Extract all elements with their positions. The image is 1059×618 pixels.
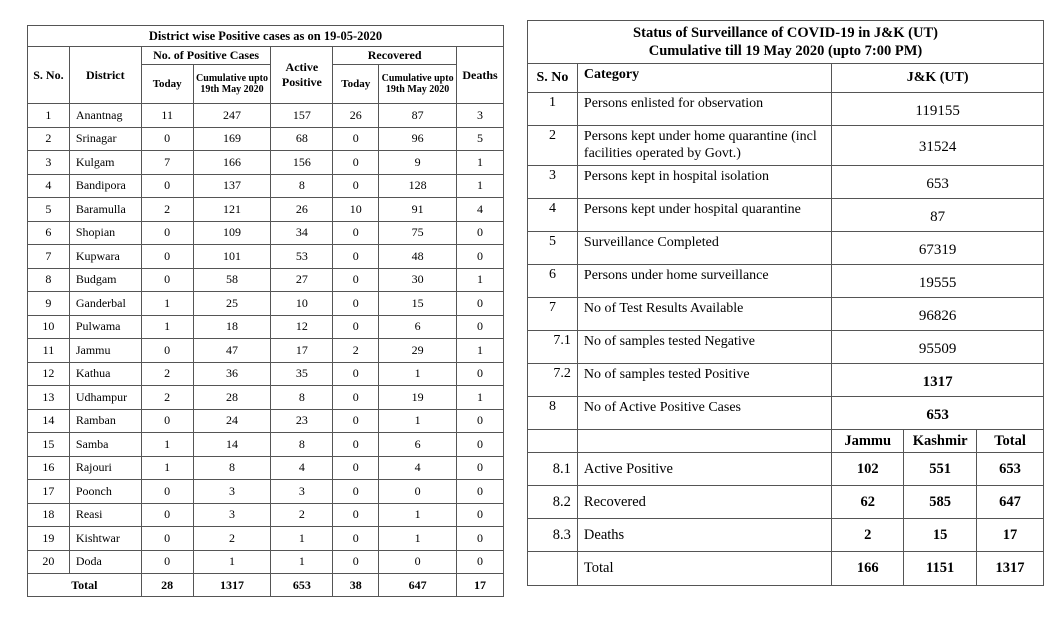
row-cumulative: 25 bbox=[193, 292, 271, 316]
district-table-title: District wise Positive cases as on 19-05-2020 bbox=[28, 26, 504, 47]
row-jammu: 2 bbox=[832, 519, 904, 552]
table-row bbox=[528, 166, 1044, 199]
row-today: 0 bbox=[141, 550, 193, 574]
row-cumulative: 8 bbox=[193, 456, 271, 480]
row-recovered-cumulative: 48 bbox=[379, 245, 457, 269]
table-row bbox=[528, 552, 1044, 586]
row-active: 3 bbox=[271, 480, 333, 504]
row-jammu: 166 bbox=[832, 552, 904, 586]
row-recovered-cumulative: 4 bbox=[379, 456, 457, 480]
row-district: Pulwama bbox=[69, 315, 141, 339]
row-sno: 5 bbox=[28, 198, 70, 222]
row-cumulative: 121 bbox=[193, 198, 271, 222]
row-category: Persons enlisted for observation bbox=[577, 93, 831, 126]
row-value: 653 bbox=[832, 166, 1044, 199]
row-deaths: 0 bbox=[457, 362, 504, 386]
table-row bbox=[28, 527, 504, 551]
total-active: 653 bbox=[271, 574, 333, 597]
table-row bbox=[28, 503, 504, 527]
row-sno: 17 bbox=[28, 480, 70, 504]
row-today: 11 bbox=[141, 104, 193, 128]
row-sno: 8.1 bbox=[528, 453, 578, 486]
row-cumulative: 1 bbox=[193, 550, 271, 574]
row-sno: 13 bbox=[28, 386, 70, 410]
table-row bbox=[28, 221, 504, 245]
row-value: 1317 bbox=[832, 364, 1044, 397]
row-deaths: 1 bbox=[457, 386, 504, 410]
row-sno: 7.1 bbox=[528, 331, 578, 364]
row-recovered-cumulative: 1 bbox=[379, 409, 457, 433]
table-row bbox=[28, 409, 504, 433]
row-category: Persons kept in hospital isolation bbox=[577, 166, 831, 199]
row-category: No of samples tested Positive bbox=[577, 364, 831, 397]
row-category: Recovered bbox=[577, 486, 831, 519]
table-row bbox=[528, 486, 1044, 519]
row-recovered-today: 10 bbox=[333, 198, 379, 222]
row-recovered-cumulative: 128 bbox=[379, 174, 457, 198]
row-today: 1 bbox=[141, 315, 193, 339]
row-today: 0 bbox=[141, 409, 193, 433]
row-category: No of Test Results Available bbox=[577, 298, 831, 331]
header-sno: S. No bbox=[528, 64, 578, 93]
row-recovered-today: 0 bbox=[333, 433, 379, 457]
row-today: 7 bbox=[141, 151, 193, 175]
row-value: 95509 bbox=[832, 331, 1044, 364]
row-recovered-cumulative: 91 bbox=[379, 198, 457, 222]
row-cumulative: 137 bbox=[193, 174, 271, 198]
row-active: 1 bbox=[271, 550, 333, 574]
row-deaths: 0 bbox=[457, 292, 504, 316]
row-today: 1 bbox=[141, 456, 193, 480]
row-total: 653 bbox=[977, 453, 1044, 486]
header-total: Total bbox=[977, 430, 1044, 453]
table-row bbox=[28, 315, 504, 339]
header-category: Category bbox=[577, 64, 831, 93]
table-row bbox=[528, 397, 1044, 430]
row-recovered-cumulative: 0 bbox=[379, 480, 457, 504]
row-deaths: 0 bbox=[457, 503, 504, 527]
header-recovered-cumulative: Cumulative upto 19th May 2020 bbox=[379, 65, 457, 104]
row-deaths: 0 bbox=[457, 550, 504, 574]
row-active: 1 bbox=[271, 527, 333, 551]
row-district: Kathua bbox=[69, 362, 141, 386]
header-active: Active Positive bbox=[271, 47, 333, 104]
table-row bbox=[528, 126, 1044, 166]
row-recovered-today: 0 bbox=[333, 550, 379, 574]
row-cumulative: 14 bbox=[193, 433, 271, 457]
district-table-body bbox=[28, 104, 504, 574]
table-row bbox=[28, 456, 504, 480]
row-sno: 19 bbox=[28, 527, 70, 551]
total-recovered-today: 38 bbox=[333, 574, 379, 597]
header-positive-group: No. of Positive Cases bbox=[141, 47, 271, 65]
header-recovered-group: Recovered bbox=[333, 47, 457, 65]
row-district: Bandipora bbox=[69, 174, 141, 198]
row-sno: 15 bbox=[28, 433, 70, 457]
row-recovered-today: 26 bbox=[333, 104, 379, 128]
row-sno: 1 bbox=[528, 93, 578, 126]
district-cases-table bbox=[27, 25, 504, 597]
row-active: 27 bbox=[271, 268, 333, 292]
row-district: Poonch bbox=[69, 480, 141, 504]
header-cumulative: Cumulative upto 19th May 2020 bbox=[193, 65, 271, 104]
row-district: Rajouri bbox=[69, 456, 141, 480]
row-sno bbox=[528, 552, 578, 586]
row-total: 1317 bbox=[977, 552, 1044, 586]
row-deaths: 0 bbox=[457, 315, 504, 339]
row-recovered-cumulative: 6 bbox=[379, 315, 457, 339]
row-deaths: 1 bbox=[457, 339, 504, 363]
row-district: Ramban bbox=[69, 409, 141, 433]
row-recovered-today: 0 bbox=[333, 386, 379, 410]
row-category: Total bbox=[577, 552, 831, 586]
table-row bbox=[28, 127, 504, 151]
surveillance-title-line2: Cumulative till 19 May 2020 (upto 7:00 PM) bbox=[648, 43, 923, 59]
total-row bbox=[28, 574, 504, 597]
row-category: Deaths bbox=[577, 519, 831, 552]
surveillance-table-body bbox=[528, 93, 1044, 430]
table-row bbox=[28, 292, 504, 316]
row-sno: 16 bbox=[28, 456, 70, 480]
row-recovered-today: 0 bbox=[333, 362, 379, 386]
row-recovered-cumulative: 30 bbox=[379, 268, 457, 292]
table-row bbox=[28, 386, 504, 410]
table-row bbox=[28, 362, 504, 386]
row-value: 87 bbox=[832, 199, 1044, 232]
row-deaths: 0 bbox=[457, 480, 504, 504]
row-district: Doda bbox=[69, 550, 141, 574]
row-recovered-today: 2 bbox=[333, 339, 379, 363]
row-cumulative: 3 bbox=[193, 480, 271, 504]
row-cumulative: 169 bbox=[193, 127, 271, 151]
row-recovered-cumulative: 0 bbox=[379, 550, 457, 574]
row-kashmir: 1151 bbox=[904, 552, 977, 586]
row-deaths: 1 bbox=[457, 174, 504, 198]
table-row bbox=[528, 199, 1044, 232]
row-recovered-today: 0 bbox=[333, 127, 379, 151]
row-recovered-cumulative: 87 bbox=[379, 104, 457, 128]
row-recovered-today: 0 bbox=[333, 409, 379, 433]
row-district: Kupwara bbox=[69, 245, 141, 269]
table-row bbox=[528, 232, 1044, 265]
row-cumulative: 58 bbox=[193, 268, 271, 292]
row-cumulative: 28 bbox=[193, 386, 271, 410]
row-recovered-today: 0 bbox=[333, 151, 379, 175]
row-jammu: 62 bbox=[832, 486, 904, 519]
row-sno: 4 bbox=[28, 174, 70, 198]
row-recovered-today: 0 bbox=[333, 503, 379, 527]
row-active: 26 bbox=[271, 198, 333, 222]
row-recovered-today: 0 bbox=[333, 480, 379, 504]
row-recovered-today: 0 bbox=[333, 315, 379, 339]
total-today: 28 bbox=[141, 574, 193, 597]
row-sno: 4 bbox=[528, 199, 578, 232]
row-deaths: 0 bbox=[457, 221, 504, 245]
row-today: 0 bbox=[141, 245, 193, 269]
row-sno: 8 bbox=[28, 268, 70, 292]
row-deaths: 0 bbox=[457, 433, 504, 457]
row-today: 2 bbox=[141, 386, 193, 410]
row-today: 0 bbox=[141, 480, 193, 504]
row-value: 96826 bbox=[832, 298, 1044, 331]
row-sno: 3 bbox=[28, 151, 70, 175]
row-category: No of samples tested Negative bbox=[577, 331, 831, 364]
total-recovered-cumulative: 647 bbox=[379, 574, 457, 597]
row-cumulative: 101 bbox=[193, 245, 271, 269]
table-row bbox=[528, 364, 1044, 397]
row-recovered-today: 0 bbox=[333, 268, 379, 292]
row-recovered-cumulative: 29 bbox=[379, 339, 457, 363]
row-district: Udhampur bbox=[69, 386, 141, 410]
surveillance-status-table bbox=[527, 20, 1044, 586]
row-deaths: 0 bbox=[457, 456, 504, 480]
row-active: 17 bbox=[271, 339, 333, 363]
row-cumulative: 247 bbox=[193, 104, 271, 128]
row-kashmir: 551 bbox=[904, 453, 977, 486]
table-row bbox=[28, 550, 504, 574]
row-recovered-cumulative: 6 bbox=[379, 433, 457, 457]
row-today: 2 bbox=[141, 362, 193, 386]
row-active: 34 bbox=[271, 221, 333, 245]
row-sno: 18 bbox=[28, 503, 70, 527]
row-active: 68 bbox=[271, 127, 333, 151]
total-label: Total bbox=[28, 574, 142, 597]
row-sno: 8 bbox=[528, 397, 578, 430]
row-category: Persons kept under home quarantine (incl facilities operated by Govt.) bbox=[577, 126, 831, 166]
row-recovered-cumulative: 15 bbox=[379, 292, 457, 316]
row-active: 35 bbox=[271, 362, 333, 386]
row-sno: 9 bbox=[28, 292, 70, 316]
table-row bbox=[28, 339, 504, 363]
table-row bbox=[28, 268, 504, 292]
row-category: Surveillance Completed bbox=[577, 232, 831, 265]
row-active: 4 bbox=[271, 456, 333, 480]
row-recovered-today: 0 bbox=[333, 221, 379, 245]
row-cumulative: 18 bbox=[193, 315, 271, 339]
table-row bbox=[28, 433, 504, 457]
row-recovered-cumulative: 1 bbox=[379, 527, 457, 551]
row-today: 1 bbox=[141, 292, 193, 316]
surveillance-table-title bbox=[528, 21, 1044, 64]
row-today: 0 bbox=[141, 527, 193, 551]
row-sno: 12 bbox=[28, 362, 70, 386]
row-today: 2 bbox=[141, 198, 193, 222]
row-today: 0 bbox=[141, 503, 193, 527]
row-recovered-today: 0 bbox=[333, 527, 379, 551]
row-today: 1 bbox=[141, 433, 193, 457]
row-deaths: 0 bbox=[457, 527, 504, 551]
table-row bbox=[28, 480, 504, 504]
row-district: Baramulla bbox=[69, 198, 141, 222]
table-row bbox=[528, 93, 1044, 126]
row-deaths: 1 bbox=[457, 268, 504, 292]
row-deaths: 0 bbox=[457, 245, 504, 269]
row-sno: 8.2 bbox=[528, 486, 578, 519]
row-total: 17 bbox=[977, 519, 1044, 552]
row-recovered-today: 0 bbox=[333, 174, 379, 198]
row-sno: 5 bbox=[528, 232, 578, 265]
row-active: 157 bbox=[271, 104, 333, 128]
row-recovered-cumulative: 96 bbox=[379, 127, 457, 151]
row-jammu: 102 bbox=[832, 453, 904, 486]
row-deaths: 3 bbox=[457, 104, 504, 128]
table-row bbox=[528, 519, 1044, 552]
row-active: 23 bbox=[271, 409, 333, 433]
row-cumulative: 109 bbox=[193, 221, 271, 245]
row-district: Budgam bbox=[69, 268, 141, 292]
row-active: 156 bbox=[271, 151, 333, 175]
row-sno: 7 bbox=[28, 245, 70, 269]
row-category: Persons kept under hospital quarantine bbox=[577, 199, 831, 232]
region-header-row bbox=[528, 430, 1044, 453]
row-sno: 6 bbox=[28, 221, 70, 245]
table-row bbox=[28, 245, 504, 269]
header-sno: S. No. bbox=[28, 47, 70, 104]
row-district: Jammu bbox=[69, 339, 141, 363]
row-sno: 2 bbox=[528, 126, 578, 166]
row-kashmir: 585 bbox=[904, 486, 977, 519]
row-value: 67319 bbox=[832, 232, 1044, 265]
row-category: Active Positive bbox=[577, 453, 831, 486]
row-deaths: 1 bbox=[457, 151, 504, 175]
row-district: Ganderbal bbox=[69, 292, 141, 316]
row-recovered-cumulative: 19 bbox=[379, 386, 457, 410]
row-value: 653 bbox=[832, 397, 1044, 430]
row-recovered-cumulative: 1 bbox=[379, 503, 457, 527]
row-category: No of Active Positive Cases bbox=[577, 397, 831, 430]
row-deaths: 5 bbox=[457, 127, 504, 151]
row-value: 31524 bbox=[832, 126, 1044, 166]
row-recovered-today: 0 bbox=[333, 292, 379, 316]
row-active: 12 bbox=[271, 315, 333, 339]
row-active: 10 bbox=[271, 292, 333, 316]
row-today: 0 bbox=[141, 268, 193, 292]
row-sno: 8.3 bbox=[528, 519, 578, 552]
row-total: 647 bbox=[977, 486, 1044, 519]
row-active: 8 bbox=[271, 174, 333, 198]
row-sno: 11 bbox=[28, 339, 70, 363]
header-recovered-today: Today bbox=[333, 65, 379, 104]
row-cumulative: 3 bbox=[193, 503, 271, 527]
row-category: Persons under home surveillance bbox=[577, 265, 831, 298]
row-today: 0 bbox=[141, 339, 193, 363]
row-district: Srinagar bbox=[69, 127, 141, 151]
table-row bbox=[528, 453, 1044, 486]
table-row bbox=[528, 298, 1044, 331]
row-sno: 7 bbox=[528, 298, 578, 331]
row-sno: 14 bbox=[28, 409, 70, 433]
header-jk-ut: J&K (UT) bbox=[832, 64, 1044, 93]
row-district: Samba bbox=[69, 433, 141, 457]
row-cumulative: 36 bbox=[193, 362, 271, 386]
row-deaths: 0 bbox=[457, 409, 504, 433]
header-kashmir: Kashmir bbox=[904, 430, 977, 453]
table-row bbox=[28, 198, 504, 222]
row-recovered-cumulative: 9 bbox=[379, 151, 457, 175]
total-cumulative: 1317 bbox=[193, 574, 271, 597]
table-row bbox=[28, 104, 504, 128]
table-row bbox=[28, 174, 504, 198]
header-district: District bbox=[69, 47, 141, 104]
row-recovered-cumulative: 75 bbox=[379, 221, 457, 245]
row-deaths: 4 bbox=[457, 198, 504, 222]
row-today: 0 bbox=[141, 174, 193, 198]
row-district: Kulgam bbox=[69, 151, 141, 175]
row-district: Shopian bbox=[69, 221, 141, 245]
region-breakdown-body bbox=[528, 453, 1044, 586]
row-today: 0 bbox=[141, 127, 193, 151]
surveillance-title-line1: Status of Surveillance of COVID-19 in J&K (UT) bbox=[633, 25, 938, 41]
total-deaths: 17 bbox=[457, 574, 504, 597]
row-recovered-today: 0 bbox=[333, 456, 379, 480]
row-value: 19555 bbox=[832, 265, 1044, 298]
row-cumulative: 47 bbox=[193, 339, 271, 363]
row-kashmir: 15 bbox=[904, 519, 977, 552]
row-active: 8 bbox=[271, 386, 333, 410]
row-cumulative: 2 bbox=[193, 527, 271, 551]
row-district: Reasi bbox=[69, 503, 141, 527]
header-deaths: Deaths bbox=[457, 47, 504, 104]
row-sno: 7.2 bbox=[528, 364, 578, 397]
row-district: Anantnag bbox=[69, 104, 141, 128]
table-row bbox=[28, 151, 504, 175]
row-sno: 10 bbox=[28, 315, 70, 339]
row-sno: 2 bbox=[28, 127, 70, 151]
row-active: 53 bbox=[271, 245, 333, 269]
header-today: Today bbox=[141, 65, 193, 104]
header-jammu: Jammu bbox=[832, 430, 904, 453]
row-sno: 6 bbox=[528, 265, 578, 298]
row-active: 2 bbox=[271, 503, 333, 527]
row-cumulative: 24 bbox=[193, 409, 271, 433]
row-sno: 3 bbox=[528, 166, 578, 199]
row-today: 0 bbox=[141, 221, 193, 245]
row-cumulative: 166 bbox=[193, 151, 271, 175]
row-value: 119155 bbox=[832, 93, 1044, 126]
row-sno: 20 bbox=[28, 550, 70, 574]
table-row bbox=[528, 331, 1044, 364]
row-recovered-cumulative: 1 bbox=[379, 362, 457, 386]
row-active: 8 bbox=[271, 433, 333, 457]
row-recovered-today: 0 bbox=[333, 245, 379, 269]
table-row bbox=[528, 265, 1044, 298]
row-district: Kishtwar bbox=[69, 527, 141, 551]
row-sno: 1 bbox=[28, 104, 70, 128]
